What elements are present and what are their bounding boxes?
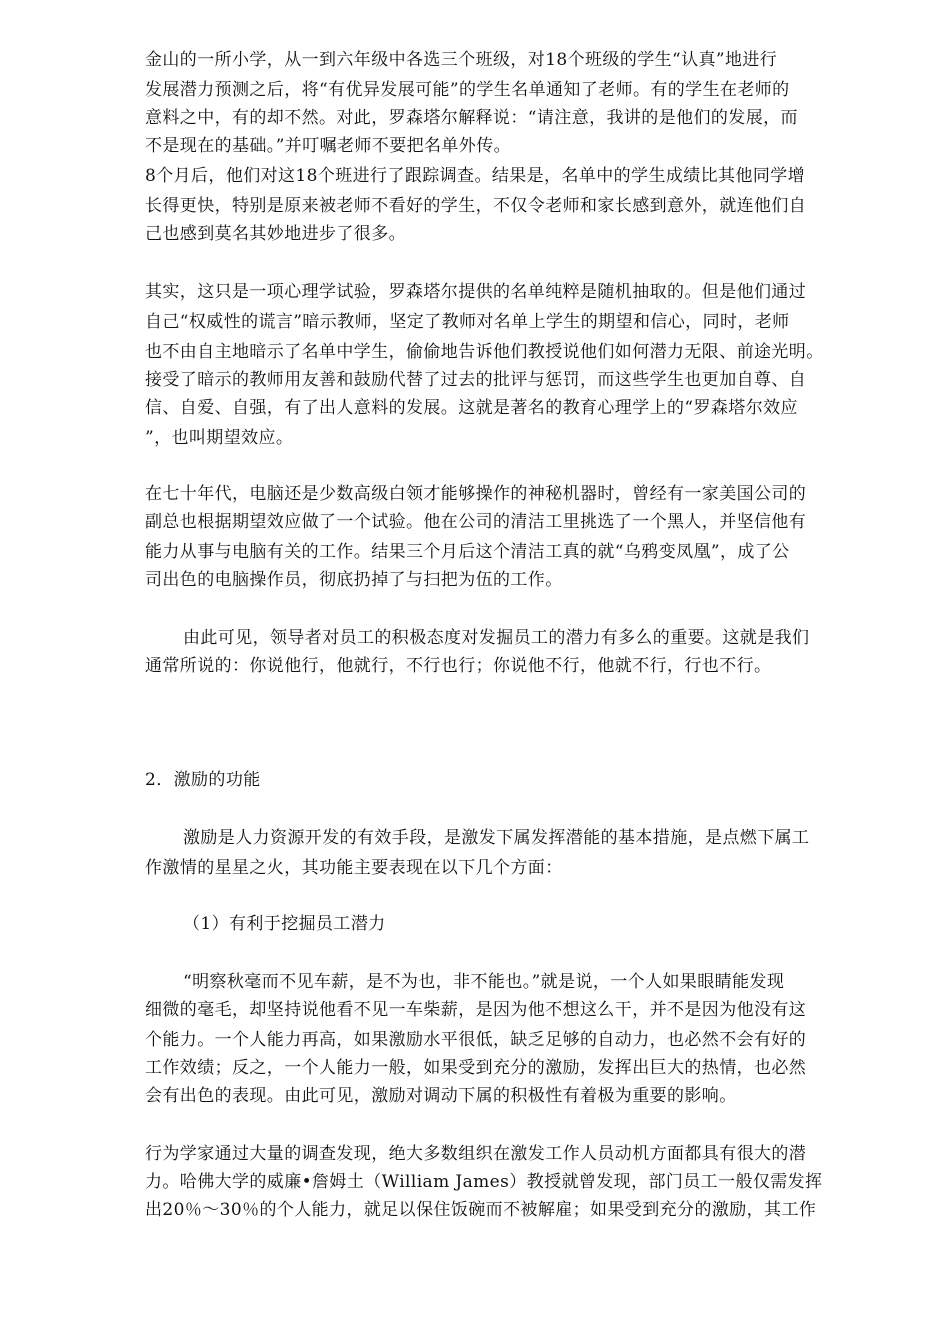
text-line: “明察秋毫而不见车薪，是不为也，非不能也。”就是说，一个人如果眼睛能发现: [183, 972, 785, 992]
text-line: 行为学家通过大量的调查发现，绝大多数组织在激发工作人员动机方面都具有很大的潜: [145, 1144, 807, 1164]
text-line: ”，也叫期望效应。: [145, 428, 294, 448]
text-line: 出20％～30％的个人能力，就足以保住饭碗而不被解雇；如果受到充分的激励，其工作: [145, 1200, 817, 1220]
text-line: 接受了暗示的教师用友善和鼓励代替了过去的批评与惩罚，而这些学生也更加自尊、自: [145, 370, 807, 390]
text-line: 其实，这只是一项心理学试验，罗森塔尔提供的名单纯粹是随机抽取的。但是他们通过: [145, 282, 807, 302]
text-line: 8个月后，他们对这18个班进行了跟踪调查。结果是，名单中的学生成绩比其他同学增: [145, 166, 806, 186]
text-line: 信、自爱、自强，有了出人意料的发展。这就是著名的教育心理学上的“罗森塔尔效应: [145, 398, 798, 418]
text-line: 激励是人力资源开发的有效手段，是激发下属发挥潜能的基本措施，是点燃下属工: [183, 828, 810, 848]
text-line: 长得更快，特别是原来被老师不看好的学生，不仅令老师和家长感到意外，就连他们自: [145, 196, 807, 216]
text-line: 能力从事与电脑有关的工作。结果三个月后这个清洁工真的就“乌鸦变凤凰”，成了公: [145, 542, 790, 562]
text-line: 作激情的星星之火，其功能主要表现在以下几个方面：: [145, 858, 563, 878]
text-line: 不是现在的基础。”并叮嘱老师不要把名单外传。: [145, 136, 511, 156]
text-line: 副总也根据期望效应做了一个试验。他在公司的清洁工里挑选了一个黑人，并坚信他有: [145, 512, 807, 532]
text-line: 己也感到莫名其妙地进步了很多。: [145, 224, 406, 244]
text-line: 自己“权威性的谎言”暗示教师，坚定了教师对名单上学生的期望和信心，同时，老师: [145, 312, 790, 332]
text-line: 在七十年代，电脑还是少数高级白领才能够操作的神秘机器时，曾经有一家美国公司的: [145, 484, 807, 504]
text-line: 意料之中，有的却不然。对此，罗森塔尔解释说：“请注意，我讲的是他们的发展，而: [145, 108, 798, 128]
text-line: 司出色的电脑操作员，彻底扔掉了与扫把为伍的工作。: [145, 570, 563, 590]
text-line: 个能力。一个人能力再高，如果激励水平很低，缺乏足够的自动力，也必然不会有好的: [145, 1030, 807, 1050]
text-line: 金山的一所小学，从一到六年级中各选三个班级，对18个班级的学生“认真”地进行: [145, 50, 778, 70]
text-line: 力。哈佛大学的威廉•詹姆土（William James）教授就曾发现，部门员工一般仅需发挥: [145, 1172, 823, 1192]
text-line: 通常所说的：你说他行，他就行，不行也行；你说他不行，他就不行，行也不行。: [145, 656, 772, 676]
subsection-heading: （1）有利于挖掘员工潜力: [183, 914, 386, 934]
text-line: 会有出色的表现。由此可见，激励对调动下属的积极性有着极为重要的影响。: [145, 1086, 737, 1106]
section-heading: 2．激励的功能: [145, 770, 261, 790]
text-line: 工作效绩；反之，一个人能力一般，如果受到充分的激励，发挥出巨大的热情，也必然: [145, 1058, 807, 1078]
text-line: 发展潜力预测之后，将“有优异发展可能”的学生名单通知了老师。有的学生在老师的: [145, 80, 790, 100]
text-line: 也不由自主地暗示了名单中学生，偷偷地告诉他们教授说他们如何潜力无限、前途光明。: [145, 342, 824, 362]
text-line: 细微的毫毛，却坚持说他看不见一车柴薪，是因为他不想这么干，并不是因为他没有这: [145, 1000, 807, 1020]
text-line: 由此可见，领导者对员工的积极态度对发掘员工的潜力有多么的重要。这就是我们: [183, 628, 810, 648]
